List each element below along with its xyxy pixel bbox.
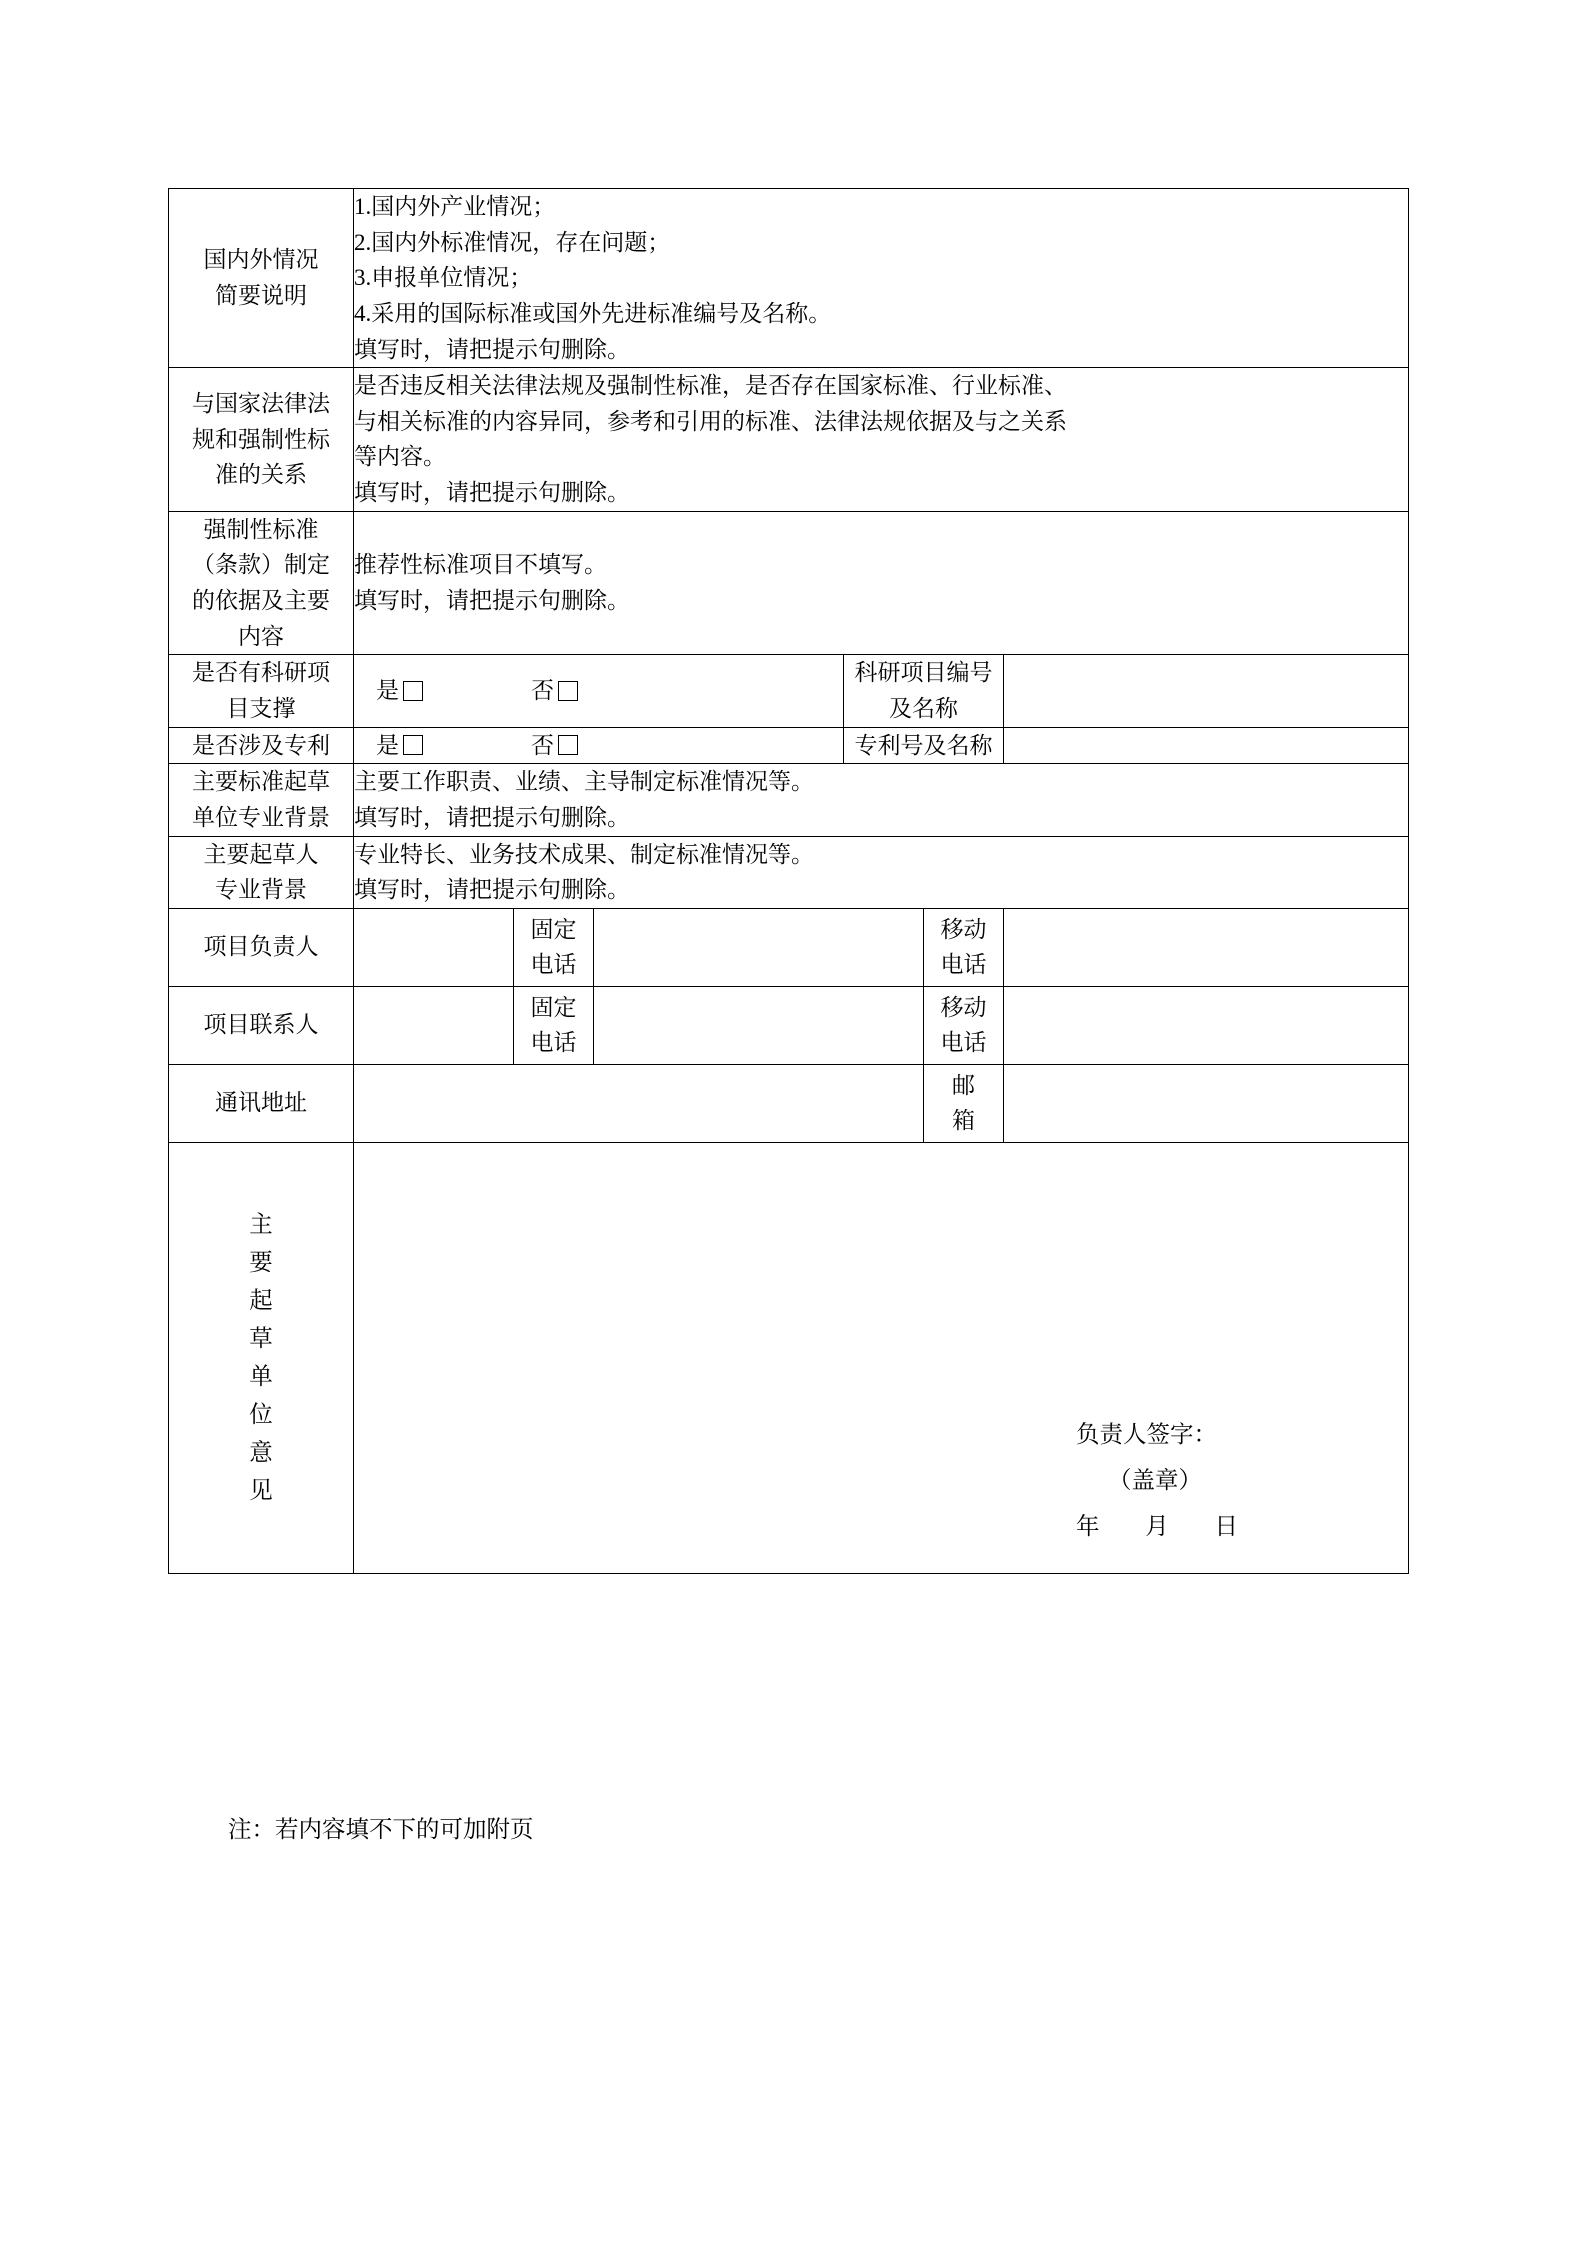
label-char: 草 [249,1325,273,1352]
label-line: 箱 [952,1108,975,1134]
label-research-support [169,655,354,727]
label-line: 是否有科研项 [192,660,330,686]
label-project-leader-tel [514,908,594,986]
table-row-research-support [169,655,1409,727]
radio-research-support-yes[interactable] [376,673,423,709]
seal-label: （盖章） [1108,1468,1203,1495]
label-project-contact [169,986,354,1064]
content-line: 填写时，请把提示句删除。 [354,588,630,614]
content-mandatory-basis[interactable] [354,511,1409,655]
label-line: 邮 [952,1072,975,1098]
label-address [169,1064,354,1142]
label-char: 起 [249,1287,273,1314]
date-line [1076,1505,1238,1551]
content-line: 2.国内外标准情况，存在问题； [354,229,671,255]
content-line: 填写时，请把提示句删除。 [354,877,630,903]
label-line: 通讯地址 [215,1090,307,1116]
table-row-opinion [169,1142,1409,1573]
label-law-relation [169,368,354,512]
label-line: 内容 [238,623,284,649]
label-line: 主要标准起草 [192,769,330,795]
label-line: 电话 [530,1030,577,1056]
label-unit-background [169,764,354,836]
label-line: 目支撑 [226,695,296,721]
label-line: 准的关系 [215,462,307,488]
label-line: 专业背景 [215,877,307,903]
content-line: 与相关标准的内容异同，参考和引用的标准、法律法规依据及与之关系 [354,408,1067,434]
content-line: 1.国内外产业情况； [354,194,556,219]
input-drafting-unit-opinion[interactable] [354,1142,1409,1573]
content-drafter-background[interactable] [354,836,1409,908]
content-line: 填写时，请把提示句删除。 [354,804,630,830]
choice-yes-label: 是 [376,678,399,704]
label-line: 项目联系人 [203,1012,319,1038]
label-mandatory-basis [169,511,354,655]
label-char: 要 [249,1249,273,1276]
table-row-unit-background [169,764,1409,836]
label-line: 的依据及主要 [192,588,330,614]
signature-label: 负责人签字： [1076,1422,1218,1449]
input-project-contact-mobile[interactable] [1004,986,1409,1064]
choice-research-support[interactable] [354,655,844,727]
label-project-contact-mobile [924,986,1004,1064]
table-row-project-contact [169,986,1409,1064]
checkbox-icon[interactable] [403,681,423,701]
content-line: 等内容。 [354,444,446,470]
label-line: 电话 [940,952,987,978]
date-day-label: 日 [1214,1514,1239,1540]
input-project-contact-tel[interactable] [594,986,924,1064]
input-research-project-number[interactable] [1004,655,1409,727]
label-project-leader [169,908,354,986]
content-line: 3.申报单位情况； [354,265,533,291]
label-line: 项目负责人 [203,934,319,960]
choice-patent[interactable] [354,727,844,764]
input-project-leader-name[interactable] [354,908,514,986]
input-project-leader-mobile[interactable] [1004,908,1409,986]
date-month-label: 月 [1145,1514,1169,1540]
label-line: 强制性标准 [203,516,319,542]
table-row-project-leader [169,908,1409,986]
content-line: 推荐性标准项目不填写。 [354,552,607,578]
label-line: 主要起草人 [203,841,319,867]
radio-research-support-no[interactable] [531,673,578,709]
date-year-label: 年 [1076,1514,1100,1540]
table-row-law-relation [169,368,1409,512]
label-line: 单位专业背景 [192,804,330,830]
choice-no-label: 否 [531,732,554,758]
label-patent-number [844,727,1004,764]
label-research-project-number [844,655,1004,727]
radio-patent-no[interactable] [531,728,578,764]
table-row-address [169,1064,1409,1142]
label-patent [169,727,354,764]
label-line: 固定 [530,916,577,942]
label-line: 是否涉及专利 [192,732,330,758]
label-line: 科研项目编号 [854,660,993,686]
input-project-contact-name[interactable] [354,986,514,1064]
choice-yes-label: 是 [376,732,399,758]
label-line: 移动 [940,916,987,942]
label-line: 规和强制性标 [192,426,330,452]
content-law-relation[interactable] [354,368,1409,512]
checkbox-icon[interactable] [558,681,578,701]
label-line: 国内外情况 [203,247,319,273]
label-project-contact-tel [514,986,594,1064]
form-container [168,188,1408,1574]
label-line: 及名称 [889,695,958,721]
label-char: 意 [249,1439,273,1466]
content-line: 填写时，请把提示句删除。 [354,480,630,506]
label-line: 固定 [530,994,577,1020]
label-drafting-unit-opinion [169,1142,354,1573]
label-line: （条款）制定 [192,552,330,578]
label-project-leader-mobile [924,908,1004,986]
form-note: 注：若内容填不下的可加附页 [228,1817,534,1843]
label-line: 专利号及名称 [854,732,993,758]
content-line: 4.采用的国际标准或国外先进标准编号及名称。 [354,300,832,326]
content-line: 主要工作职责、业绩、主导制定标准情况等。 [354,769,814,795]
input-patent-number[interactable] [1004,727,1409,764]
label-line: 简要说明 [215,283,307,309]
label-drafter-background [169,836,354,908]
table-row-domestic-overseas [169,189,1409,368]
label-line: 电话 [940,1030,987,1056]
content-line: 填写时，请把提示句删除。 [354,336,630,362]
input-email[interactable] [1004,1064,1409,1142]
checkbox-icon[interactable] [403,735,423,755]
content-domestic-overseas[interactable] [354,189,1409,368]
label-char: 主 [249,1211,273,1238]
label-char: 位 [249,1401,273,1428]
label-char: 单 [249,1363,273,1390]
signature-block [1076,1413,1238,1550]
label-line: 移动 [940,994,987,1020]
project-application-table [168,188,1409,1574]
input-address[interactable] [354,1064,924,1142]
input-project-leader-tel[interactable] [594,908,924,986]
choice-no-label: 否 [531,678,554,704]
table-row-mandatory-basis [169,511,1409,655]
table-row-patent [169,727,1409,764]
table-row-drafter-background [169,836,1409,908]
label-line: 电话 [530,952,577,978]
checkbox-icon[interactable] [558,735,578,755]
content-line: 专业特长、业务技术成果、制定标准情况等。 [354,841,814,867]
label-email [924,1064,1004,1142]
label-domestic-overseas [169,189,354,368]
radio-patent-yes[interactable] [376,728,423,764]
label-line: 与国家法律法 [192,391,330,417]
content-line: 是否违反相关法律法规及强制性标准，是否存在国家标准、行业标准、 [354,373,1067,399]
label-char: 见 [249,1478,273,1504]
content-unit-background[interactable] [354,764,1409,836]
